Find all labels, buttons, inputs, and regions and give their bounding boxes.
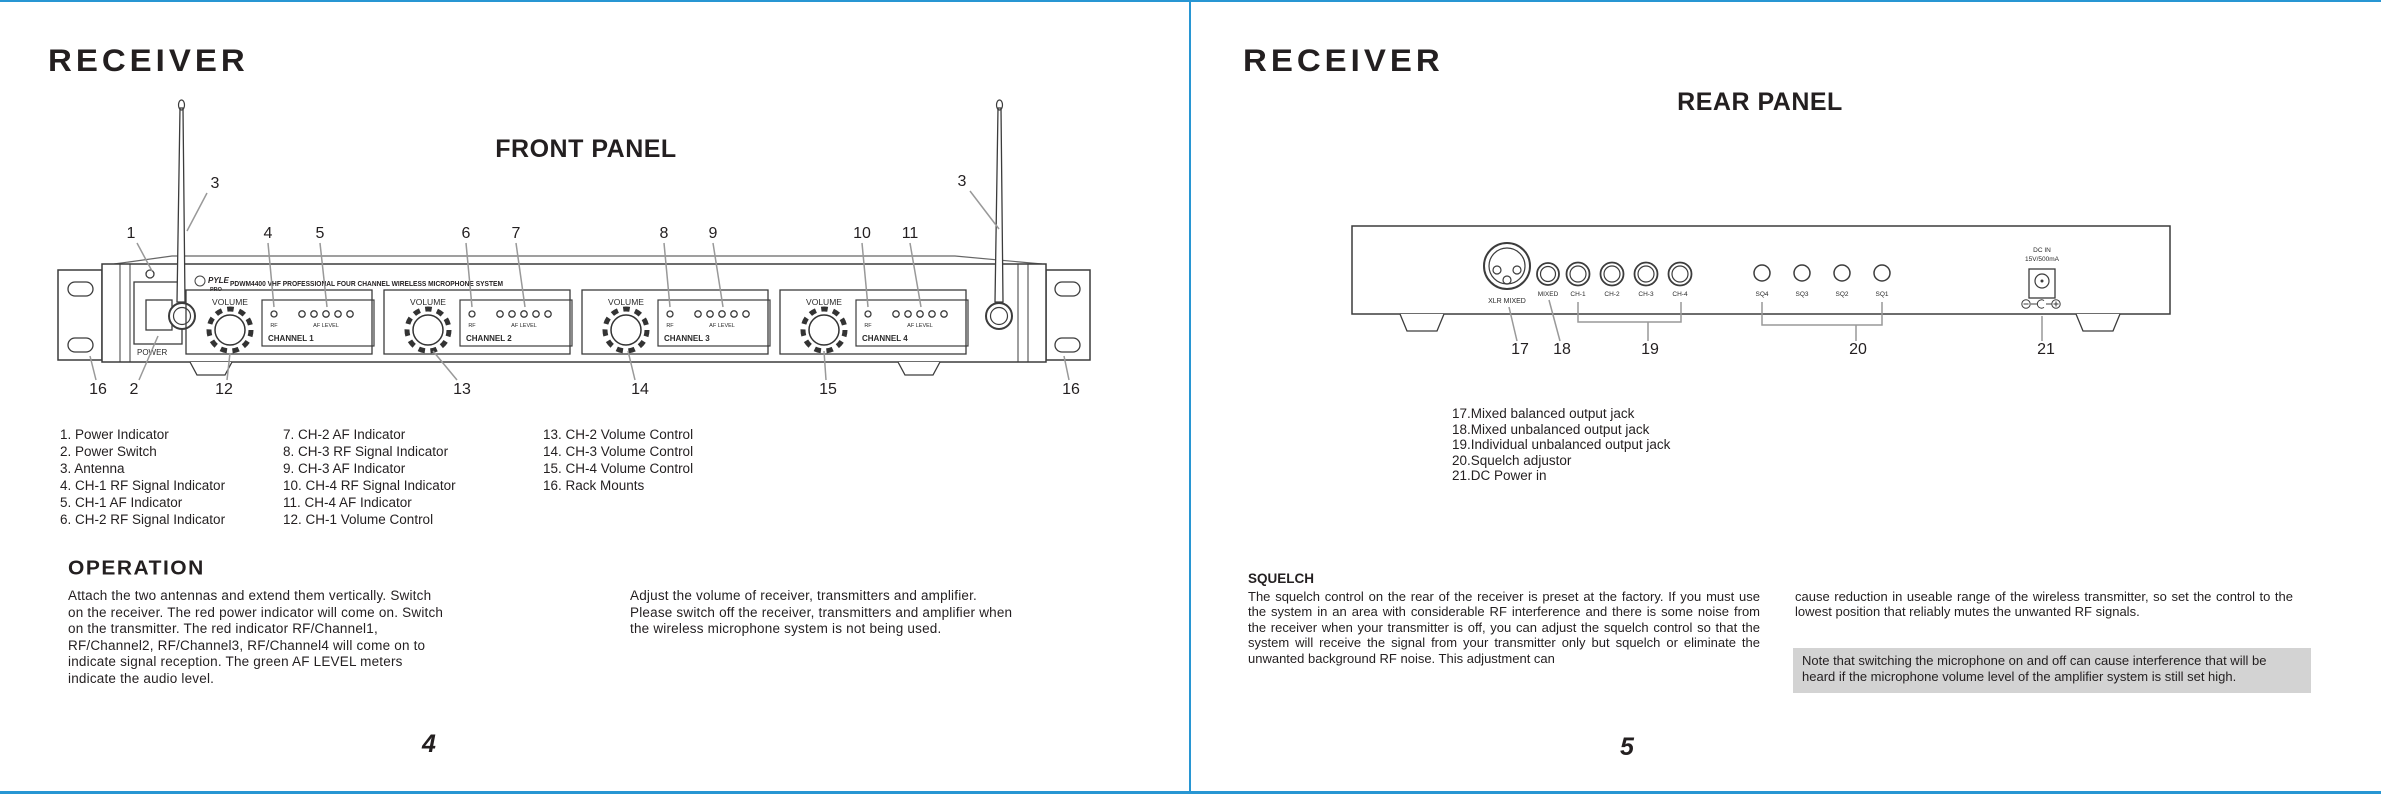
callout-number: 15 bbox=[819, 381, 837, 398]
rear-chassis bbox=[1352, 226, 2170, 314]
receiver-logo: RECEIVER bbox=[48, 42, 249, 78]
callout-number: 16 bbox=[89, 381, 107, 398]
rf-label: RF bbox=[270, 323, 278, 329]
squelch-label: SQ3 bbox=[1795, 291, 1809, 298]
list-item: 9. CH-3 AF Indicator bbox=[283, 461, 406, 476]
squelch-label: SQ4 bbox=[1755, 291, 1769, 298]
volume-label: VOLUME bbox=[410, 297, 446, 307]
list-item: 8. CH-3 RF Signal Indicator bbox=[283, 444, 449, 459]
rear-foot bbox=[1400, 314, 1444, 331]
rear-parts-list bbox=[1452, 406, 1670, 484]
callout-number: 6 bbox=[461, 225, 471, 242]
brand-name: PYLE bbox=[208, 276, 229, 285]
page-number-right: 5 bbox=[1620, 733, 1634, 761]
jack-label: CH-3 bbox=[1638, 291, 1654, 298]
xlr-mixed-label: XLR MIXED bbox=[1488, 298, 1526, 305]
callout-number: 3 bbox=[957, 173, 967, 190]
callout-number: 9 bbox=[708, 225, 718, 242]
list-item: 15. CH-4 Volume Control bbox=[543, 461, 694, 476]
list-item: 1. Power Indicator bbox=[60, 427, 169, 442]
callout-number: 4 bbox=[263, 225, 273, 242]
callout-number: 13 bbox=[453, 381, 471, 398]
volume-label: VOLUME bbox=[608, 297, 644, 307]
page-number-left: 4 bbox=[422, 730, 436, 758]
squelch-label: SQ1 bbox=[1875, 291, 1889, 298]
list-item: 17.Mixed balanced output jack bbox=[1452, 406, 1635, 421]
rf-label: RF bbox=[468, 323, 476, 329]
af-level-label: AF LEVEL bbox=[907, 323, 933, 329]
list-item: 20.Squelch adjustor bbox=[1452, 452, 1572, 468]
operation-heading: OPERATION bbox=[68, 557, 205, 580]
callout-number: 1 bbox=[126, 225, 136, 242]
jack-label: CH-2 bbox=[1604, 291, 1620, 298]
callout-20: 20 bbox=[1849, 341, 1867, 358]
list-item: 13. CH-2 Volume Control bbox=[543, 427, 694, 442]
callout-17: 17 bbox=[1511, 341, 1529, 358]
callout-19: 19 bbox=[1641, 341, 1659, 358]
list-item: 10. CH-4 RF Signal Indicator bbox=[283, 478, 456, 493]
callout-21: 21 bbox=[2037, 341, 2055, 358]
dc-in-label: DC IN bbox=[2033, 247, 2051, 254]
dc-rating-label: 15V/500mA bbox=[2025, 256, 2059, 263]
af-level-label: AF LEVEL bbox=[709, 323, 735, 329]
callout-number: 2 bbox=[129, 381, 139, 398]
callout-number: 3 bbox=[210, 175, 220, 192]
volume-label: VOLUME bbox=[806, 297, 842, 307]
list-item: 2. Power Switch bbox=[60, 444, 157, 459]
list-item: 4. CH-1 RF Signal Indicator bbox=[60, 478, 226, 493]
volume-label: VOLUME bbox=[212, 297, 248, 307]
squelch-label: SQ2 bbox=[1835, 291, 1849, 298]
list-item: 12. CH-1 Volume Control bbox=[283, 512, 434, 527]
list-item: 11. CH-4 AF Indicator bbox=[283, 495, 412, 510]
channel-name-label: CHANNEL 1 bbox=[268, 334, 314, 343]
operation-paragraph-2: Adjust the volume of receiver, transmitters and amplifier. Please switch off the receiver, transmitters and amplifier when the wireless microphone system is not being used. bbox=[630, 588, 1013, 636]
callout-number: 7 bbox=[511, 225, 521, 242]
rear-panel-title: REAR PANEL bbox=[1677, 88, 1843, 116]
list-item: 6. CH-2 RF Signal Indicator bbox=[60, 512, 226, 527]
af-level-label: AF LEVEL bbox=[313, 323, 339, 329]
rf-label: RF bbox=[666, 323, 674, 329]
squelch-heading: SQUELCH bbox=[1248, 571, 1315, 586]
callout-number: 11 bbox=[901, 225, 919, 242]
callout-18: 18 bbox=[1553, 341, 1571, 358]
jack-label: CH-1 bbox=[1570, 291, 1586, 298]
mixed-label: MIXED bbox=[1537, 291, 1559, 298]
rear-panel-diagram bbox=[1340, 215, 2190, 360]
list-item: 16. Rack Mounts bbox=[543, 478, 645, 493]
rear-foot bbox=[2076, 314, 2120, 331]
list-item: 7. CH-2 AF Indicator bbox=[283, 427, 406, 442]
list-item: 18.Mixed unbalanced output jack bbox=[1452, 421, 1650, 437]
list-item: 19.Individual unbalanced output jack bbox=[1452, 437, 1671, 452]
operation-paragraph-1: Attach the two antennas and extend them vertically. Switch on the receiver. The red power indicator will come on. Switch on the transmitter. The red indicator RF/Channel1, RF/Channel2, RF/Channel3, RF/Channel4 will come on to indicate signal reception. The green AF LEVEL meters indicate the audio level. bbox=[68, 588, 444, 686]
callout-number: 12 bbox=[215, 381, 233, 398]
squelch-note-box: Note that switching the microphone on and off can cause interference that will be heard if the microphone volume level of the amplifier system is still set high. bbox=[1793, 648, 2311, 693]
channel-name-label: CHANNEL 2 bbox=[466, 334, 512, 343]
callout-number: 10 bbox=[853, 225, 871, 242]
callout-number: 16 bbox=[1062, 381, 1080, 398]
channel-name-label: CHANNEL 4 bbox=[862, 334, 908, 343]
callout-number: 5 bbox=[315, 225, 325, 242]
dc-jack-pin bbox=[2041, 280, 2044, 283]
power-label: POWER bbox=[137, 348, 168, 357]
front-panel-title: FRONT PANEL bbox=[495, 135, 677, 163]
list-item: 5. CH-1 AF Indicator bbox=[60, 495, 183, 510]
squelch-paragraph-2: cause reduction in useable range of the wireless transmitter, so set the control to the lowest position that reliably mutes the unwanted RF signals. bbox=[1795, 589, 2293, 620]
list-item: 3. Antenna bbox=[60, 461, 125, 476]
model-title: PDWM4400 VHF PROFESSIONAL FOUR CHANNEL WIRELESS MICROPHONE SYSTEM bbox=[230, 279, 503, 288]
callout-number: 8 bbox=[659, 225, 669, 242]
rf-label: RF bbox=[864, 323, 872, 329]
brand-sub: PRO bbox=[210, 287, 222, 293]
list-item: 14. CH-3 Volume Control bbox=[543, 444, 694, 459]
channel-name-label: CHANNEL 3 bbox=[664, 334, 710, 343]
jack-label: CH-4 bbox=[1672, 291, 1688, 298]
callout-number: 14 bbox=[631, 381, 649, 398]
list-item: 21.DC Power in bbox=[1452, 468, 1547, 483]
squelch-paragraph-1: The squelch control on the rear of the receiver is preset at the factory. If you must use the system in an area with considerable RF interference and there is some noise from the receiver when your transmitter is off, you can adjust the squelch control so that the system will receive the signal from your transmitter only but squelch or eliminate the unwanted background RF noise. This adjustment can bbox=[1248, 589, 1760, 666]
receiver-logo: RECEIVER bbox=[1243, 42, 1444, 78]
af-level-label: AF LEVEL bbox=[511, 323, 537, 329]
